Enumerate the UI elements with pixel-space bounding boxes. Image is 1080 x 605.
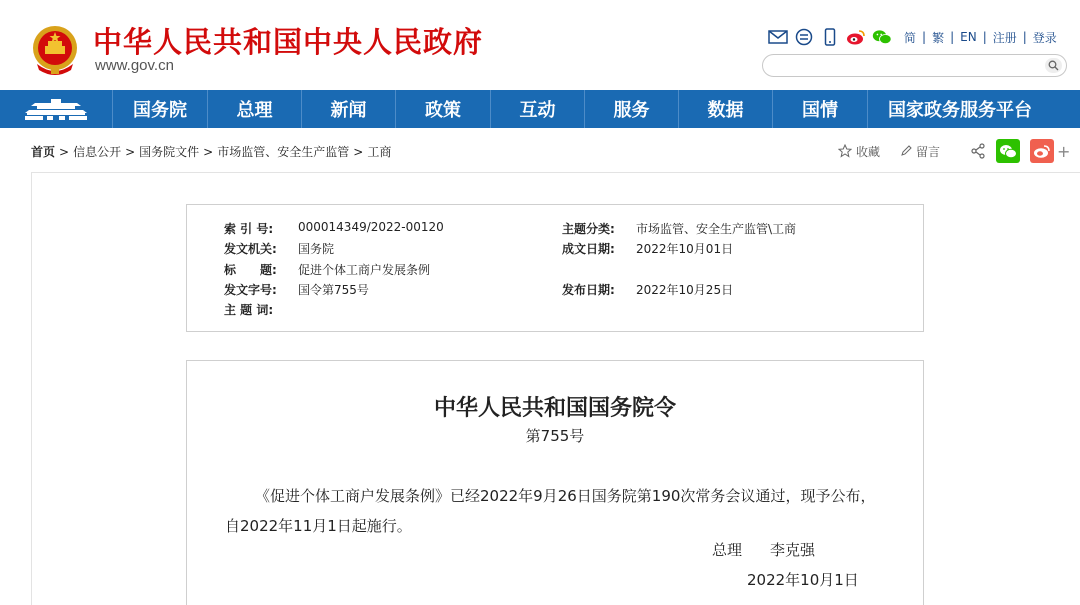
nav-item-services[interactable]: 服务 (585, 90, 679, 128)
breadcrumb-item[interactable]: 信息公开 (73, 145, 122, 159)
wechat-icon[interactable] (872, 28, 892, 46)
share-weibo-button[interactable] (1030, 139, 1054, 163)
search-icon (1048, 60, 1059, 71)
share-button[interactable] (970, 143, 986, 159)
register-link[interactable]: 注册 (992, 30, 1017, 45)
breadcrumb-item[interactable]: 国务院文件 (139, 145, 200, 159)
site-domain: www.gov.cn (95, 57, 174, 74)
nav-item-state-council[interactable]: 国务院 (113, 90, 208, 128)
signer-role: 总理 (712, 541, 743, 559)
pencil-icon (900, 145, 912, 157)
top-toolbar (768, 27, 1057, 47)
nav-item-policy[interactable]: 政策 (396, 90, 491, 128)
doc-number-value: 国令第755号 (298, 283, 369, 297)
doc-number-label: 发文字号: (224, 283, 277, 297)
national-emblem-icon[interactable] (31, 24, 79, 76)
nav-item-premier[interactable]: 总理 (208, 90, 302, 128)
document-date: 2022年10月1日 (747, 571, 859, 589)
nav-item-gov-service-platform[interactable]: 国家政务服务平台 (888, 100, 1032, 121)
created-date-value: 2022年10月01日 (636, 242, 734, 256)
simplified-chinese-link[interactable]: 简 (904, 30, 917, 45)
breadcrumb-separator: > (353, 145, 364, 159)
breadcrumb-bar (0, 128, 1080, 172)
star-icon (838, 144, 852, 158)
document-metadata (186, 204, 924, 332)
breadcrumb (31, 143, 391, 160)
main-nav (0, 90, 1080, 128)
mobile-phone-icon[interactable] (820, 28, 840, 46)
index-number-value: 000014349/2022-00120 (298, 220, 444, 234)
login-link[interactable]: 登录 (1032, 30, 1057, 45)
favorite-button[interactable] (838, 143, 880, 160)
index-number-label: 索 引 号: (224, 222, 274, 236)
breadcrumb-separator: > (203, 145, 214, 159)
keywords-label: 主 题 词: (224, 303, 274, 317)
title-value: 促进个体工商户发展条例 (298, 263, 431, 277)
comment-label: 留言 (916, 144, 941, 159)
more-share-icon[interactable]: + (1057, 141, 1071, 161)
nav-item-news[interactable]: 新闻 (302, 90, 396, 128)
signer-name: 李克强 (770, 541, 816, 559)
breadcrumb-home[interactable]: 首页 (31, 145, 56, 159)
topic-value: 市场监管、安全生产监管\工商 (636, 222, 797, 236)
nav-item-interaction[interactable]: 互动 (491, 90, 585, 128)
breadcrumb-separator: > (59, 145, 70, 159)
breadcrumb-separator: > (125, 145, 136, 159)
tiananmen-icon (23, 96, 89, 122)
favorite-label: 收藏 (856, 144, 881, 159)
english-link[interactable]: EN (960, 30, 977, 44)
site-title[interactable]: 中华人民共和国中央人民政府 (93, 25, 484, 59)
nav-item-data[interactable]: 数据 (679, 90, 773, 128)
nav-items (113, 90, 1040, 128)
comment-button[interactable] (900, 143, 940, 160)
weibo-icon (1033, 144, 1051, 159)
site-header (0, 0, 1080, 90)
created-date-label: 成文日期: (562, 242, 615, 256)
issuer-label: 发文机关: (224, 242, 277, 256)
language-links: 简 | 繁 | EN | 注册 | 登录 (904, 30, 1057, 45)
share-icon (970, 143, 986, 159)
search-input[interactable] (773, 57, 1033, 74)
topic-label: 主题分类: (562, 222, 615, 236)
traditional-chinese-link[interactable]: 繁 (932, 30, 945, 45)
breadcrumb-item[interactable]: 市场监管、安全生产监管 (217, 145, 350, 159)
share-wechat-button[interactable] (996, 139, 1020, 163)
nav-item-national-info[interactable]: 国情 (773, 90, 868, 128)
document-signature (712, 539, 815, 560)
published-date-value: 2022年10月25日 (636, 283, 734, 297)
search-button[interactable] (1045, 58, 1062, 73)
page-tools (838, 138, 1070, 164)
app-icon[interactable] (794, 28, 814, 46)
document-body (186, 360, 924, 605)
weibo-icon[interactable] (846, 28, 866, 46)
breadcrumb-item[interactable]: 工商 (367, 145, 392, 159)
email-icon[interactable] (768, 28, 788, 46)
document-number: 第755号 (525, 427, 585, 445)
title-label: 标 题: (224, 263, 277, 277)
document-title: 中华人民共和国国务院令 (433, 396, 676, 421)
nav-home-button[interactable] (0, 90, 113, 128)
search-box (762, 54, 1067, 77)
issuer-value: 国务院 (298, 242, 335, 256)
published-date-label: 发布日期: (562, 283, 615, 297)
document-paragraph: 《促进个体工商户发展条例》已经2022年9月26日国务院第190次常务会议通过，现予公布，自2022年11月1日起施行。 (225, 487, 876, 535)
wechat-icon (999, 144, 1017, 159)
